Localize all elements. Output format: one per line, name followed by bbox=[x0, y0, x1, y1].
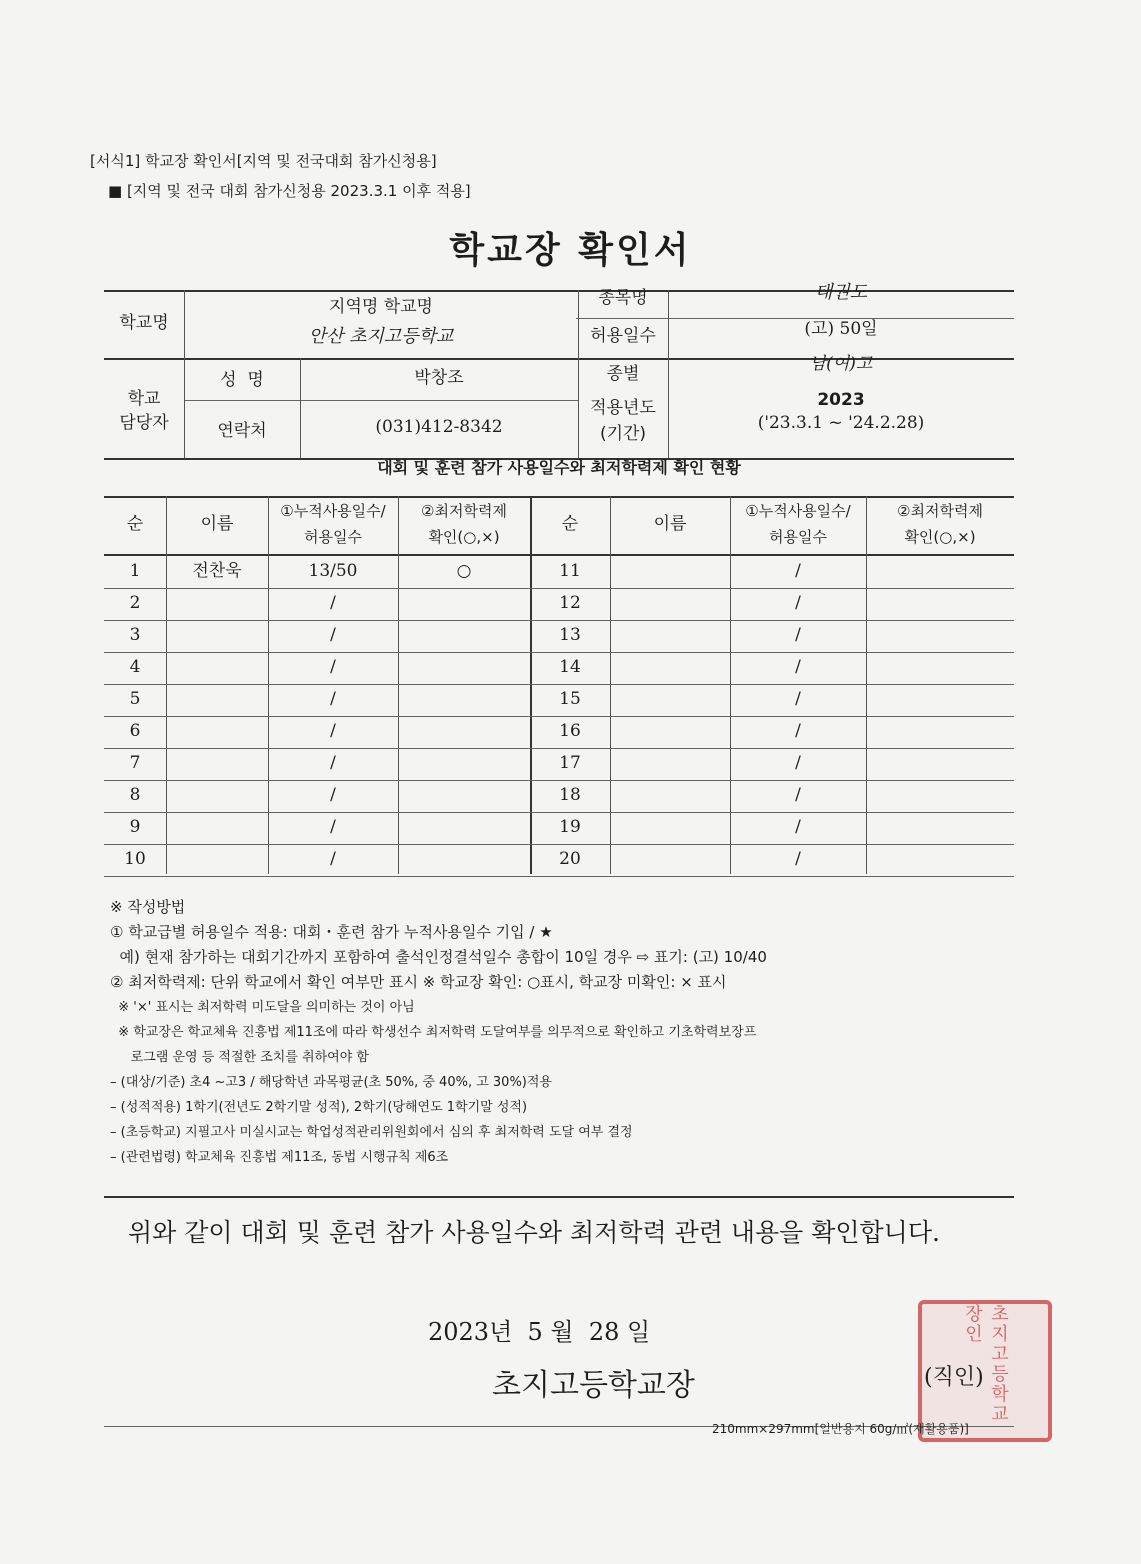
status-cell-name bbox=[610, 684, 730, 716]
status-cell-no: 4 bbox=[129, 657, 141, 678]
confirmation-text: 위와 같이 대회 및 훈련 참가 사용일수와 최저학력 관련 내용을 확인합니다. bbox=[128, 1218, 940, 1247]
confirmation-top-border bbox=[104, 1196, 1014, 1198]
status-cell-no: 5 bbox=[129, 689, 141, 710]
note-line: ※ '×' 표시는 최저학력 미도달을 의미하는 것이 아님 bbox=[110, 1000, 415, 1015]
principal-title: 초지고등학교장 bbox=[492, 1368, 695, 1403]
status-cell-check bbox=[398, 652, 530, 684]
school-name-value: 안산 초지고등학교 bbox=[308, 326, 454, 348]
status-cell-no: 15 bbox=[559, 689, 581, 710]
status-cell-days: / bbox=[330, 817, 336, 838]
allowed-days-value: (고) 50일 bbox=[804, 319, 878, 340]
status-cell-days: / bbox=[795, 753, 801, 774]
period-label-line2: (기간) bbox=[599, 424, 647, 445]
contact-name-label: 성 명 bbox=[220, 370, 264, 391]
form-label: [서식1] 학교장 확인서[지역 및 전국대회 참가신청용] bbox=[90, 152, 437, 170]
school-name-label: 학교명 bbox=[119, 313, 169, 334]
col-header-no-left: 순 bbox=[126, 514, 144, 535]
contact-label-line2: 담당자 bbox=[119, 413, 169, 434]
applicability-note: ■ [지역 및 전국 대회 참가신청용 2023.3.1 이후 적용] bbox=[108, 182, 471, 200]
col-header-name-left: 이름 bbox=[200, 514, 234, 535]
school-name-caption: 지역명 학교명 bbox=[329, 297, 433, 318]
status-cell-no: 1 bbox=[129, 561, 141, 582]
status-cell-name bbox=[610, 620, 730, 652]
status-cell-days: / bbox=[330, 785, 336, 806]
col-header-no-right: 순 bbox=[561, 514, 579, 535]
status-cell-days: / bbox=[795, 593, 801, 614]
col-header-days-left-line2: 허용일수 bbox=[304, 527, 362, 546]
note-line: – (대상/기준) 초4 ~고3 / 해당학년 과목평균(초 50%, 중 40%, 고 30%)적용 bbox=[110, 1075, 552, 1090]
note-line: ② 최저학력제: 단위 학교에서 확인 여부만 표시 ※ 학교장 확인: ○표시, 학교장 미확인: × 표시 bbox=[110, 973, 727, 991]
status-cell-name bbox=[610, 716, 730, 748]
status-cell-no: 20 bbox=[559, 849, 581, 870]
note-line: ① 학교급별 허용일수 적용: 대회・훈련 참가 누적사용일수 기입 / ★ bbox=[110, 923, 553, 941]
writing-instructions bbox=[110, 895, 1020, 1170]
status-cell-days: / bbox=[795, 625, 801, 646]
page-title: 학교장 확인서 bbox=[449, 230, 692, 271]
status-cell-days: / bbox=[795, 561, 801, 582]
status-cell-check bbox=[866, 716, 1014, 748]
status-cell-no: 14 bbox=[559, 657, 581, 678]
status-cell-check bbox=[866, 780, 1014, 812]
contact-name-value: 박창조 bbox=[414, 368, 464, 389]
status-cell-check bbox=[398, 588, 530, 620]
col-header-check-left-line2: 확인(○,×) bbox=[428, 527, 500, 546]
status-cell-check bbox=[866, 588, 1014, 620]
status-cell-check bbox=[866, 652, 1014, 684]
applied-year: 2023 bbox=[817, 390, 865, 411]
event-value: 태권도 bbox=[814, 282, 868, 304]
status-cell-no: 2 bbox=[129, 593, 141, 614]
allowed-days-label: 허용일수 bbox=[590, 326, 656, 347]
notes-heading: ※ 작성방법 bbox=[110, 898, 186, 916]
status-cell-days: / bbox=[795, 785, 801, 806]
status-cell-check bbox=[866, 812, 1014, 844]
gender-value: 남(여)고 bbox=[809, 354, 873, 375]
status-cell-no: 13 bbox=[559, 625, 581, 646]
seal-stamp-text: 초지고등학교장인 bbox=[962, 1304, 1009, 1424]
status-cell-no: 9 bbox=[129, 817, 141, 838]
status-cell-name bbox=[610, 844, 730, 876]
contact-label-line1: 학교 bbox=[127, 389, 161, 410]
applied-period: ('23.3.1 ~ '24.2.28) bbox=[757, 413, 925, 434]
status-cell-name: 전찬욱 bbox=[192, 561, 242, 582]
status-cell-no: 8 bbox=[129, 785, 141, 806]
status-cell-name bbox=[166, 780, 268, 812]
status-cell-name bbox=[166, 620, 268, 652]
status-cell-check bbox=[398, 780, 530, 812]
col-header-check-right-line2: 확인(○,×) bbox=[904, 527, 976, 546]
seal-label: (직인) bbox=[924, 1365, 984, 1390]
status-cell-days: / bbox=[330, 849, 336, 870]
status-cell-check bbox=[398, 716, 530, 748]
status-cell-days: / bbox=[795, 849, 801, 870]
note-line: – (관련법령) 학교체육 진흥법 제11조, 동법 시행규칙 제6조 bbox=[110, 1150, 449, 1165]
status-cell-days: / bbox=[795, 657, 801, 678]
table-row-divider bbox=[104, 876, 530, 877]
status-cell-no: 19 bbox=[559, 817, 581, 838]
status-cell-days: / bbox=[330, 593, 336, 614]
status-cell-name bbox=[166, 684, 268, 716]
status-cell-check bbox=[398, 844, 530, 876]
col-header-days-left-line1: ①누적사용일수/ bbox=[280, 501, 386, 520]
col-header-days-right-line1: ①누적사용일수/ bbox=[745, 501, 851, 520]
status-cell-days: / bbox=[330, 625, 336, 646]
event-label: 종목명 bbox=[598, 288, 648, 309]
status-cell-days: / bbox=[330, 721, 336, 742]
contact-phone-label: 연락처 bbox=[217, 421, 267, 442]
status-table-title: 대회 및 훈련 참가 사용일수와 최저학력제 확인 현황 bbox=[377, 458, 741, 477]
status-cell-name bbox=[166, 812, 268, 844]
status-cell-days: / bbox=[330, 689, 336, 710]
status-cell-name bbox=[166, 652, 268, 684]
col-header-days-right-line2: 허용일수 bbox=[769, 527, 827, 546]
status-cell-check bbox=[866, 748, 1014, 780]
status-cell-check bbox=[398, 812, 530, 844]
status-cell-days: / bbox=[795, 689, 801, 710]
status-cell-name bbox=[610, 812, 730, 844]
note-line: ※ 학교장은 학교체육 진흥법 제11조에 따라 학생선수 최저학력 도달여부를 의무적으로 확인하고 기초학력보장프 bbox=[110, 1025, 757, 1040]
status-cell-days: 13/50 bbox=[308, 561, 358, 582]
status-cell-no: 3 bbox=[129, 625, 141, 646]
status-cell-name bbox=[610, 588, 730, 620]
status-cell-check bbox=[866, 556, 1014, 588]
col-header-check-right-line1: ②최저학력제 bbox=[897, 501, 983, 520]
contact-phone-value: (031)412-8342 bbox=[375, 417, 503, 438]
status-cell-check bbox=[398, 620, 530, 652]
confirmation-date: 2023년 5 월 28 일 bbox=[428, 1318, 651, 1346]
status-cell-no: 10 bbox=[124, 849, 146, 870]
info-divider bbox=[184, 400, 578, 401]
status-cell-name bbox=[166, 716, 268, 748]
note-line: – (초등학교) 지필고사 미실시교는 학업성적관리위원회에서 심의 후 최저학력 도달 여부 결정 bbox=[110, 1125, 633, 1140]
note-line: 로그램 운영 등 적절한 조치를 취하여야 함 bbox=[110, 1050, 369, 1065]
status-cell-days: / bbox=[795, 817, 801, 838]
status-cell-check bbox=[398, 684, 530, 716]
table-row-divider bbox=[530, 876, 1014, 877]
gender-label: 종별 bbox=[606, 364, 640, 385]
col-header-name-right: 이름 bbox=[653, 514, 687, 535]
status-cell-no: 12 bbox=[559, 593, 581, 614]
status-cell-name bbox=[166, 844, 268, 876]
status-cell-name bbox=[610, 652, 730, 684]
status-cell-name bbox=[166, 748, 268, 780]
status-cell-check bbox=[866, 684, 1014, 716]
status-cell-no: 6 bbox=[129, 721, 141, 742]
paper-spec-footer: 210mm×297mm[일반용지 60g/㎡(재활용품)] bbox=[712, 1422, 969, 1436]
status-cell-name bbox=[610, 556, 730, 588]
status-cell-days: / bbox=[330, 753, 336, 774]
col-header-check-left-line1: ②최저학력제 bbox=[421, 501, 507, 520]
status-cell-no: 16 bbox=[559, 721, 581, 742]
note-line: 예) 현재 참가하는 대회기간까지 포함하여 출석인정결석일수 총합이 10일 경우 ⇨ 표기: (고) 10/40 bbox=[110, 948, 767, 966]
period-label-line1: 적용년도 bbox=[590, 398, 656, 419]
status-cell-check bbox=[398, 748, 530, 780]
status-cell-name bbox=[166, 588, 268, 620]
note-line: – (성적적용) 1학기(전년도 2학기말 성적), 2학기(당해연도 1학기말 성적) bbox=[110, 1100, 528, 1115]
status-cell-no: 7 bbox=[129, 753, 141, 774]
status-cell-no: 17 bbox=[559, 753, 581, 774]
status-cell-no: 18 bbox=[559, 785, 581, 806]
status-cell-check bbox=[866, 620, 1014, 652]
status-cell-days: / bbox=[795, 721, 801, 742]
status-cell-name bbox=[610, 780, 730, 812]
status-cell-days: / bbox=[330, 657, 336, 678]
status-cell-check bbox=[866, 844, 1014, 876]
status-cell-no: 11 bbox=[559, 561, 581, 582]
status-cell-check: ○ bbox=[456, 561, 472, 582]
status-cell-name bbox=[610, 748, 730, 780]
